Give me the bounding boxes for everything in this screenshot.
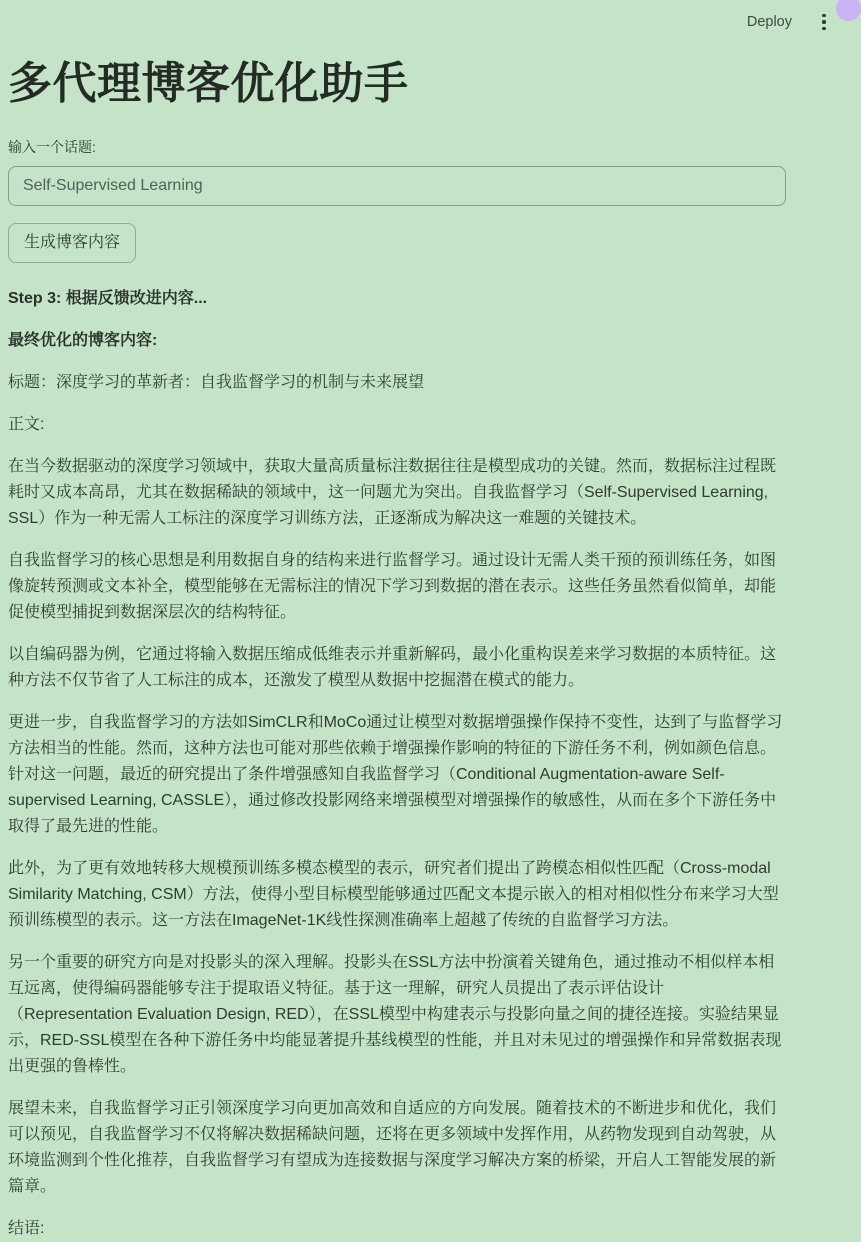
blog-paragraph: 此外，为了更有效地转移大规模预训练多模态模型的表示，研究者们提出了跨模态相似性匹配（Cross-modal Similarity Matching, CSM）方法，使得小型目标模型能够通过匹配文本提示嵌入的相对相似性分布来学习大型预训练模型的表示。这一方法在ImageNet-1K线性探测准确率上超越了传统的自监督学习方法。 [8, 860, 779, 930]
blog-paragraph: 自我监督学习的核心思想是利用数据自身的结构来进行监督学习。通过设计无需人类干预的预训练任务，如图像旋转预测或文本补全，模型能够在无需标注的情况下学习到数据的潜在表示。这些任务虽然看似简单，却能促使模型捕捉到数据深层次的结构特征。 [8, 552, 777, 622]
blog-paragraph: 以自编码器为例，它通过将输入数据压缩成低维表示并重新解码，最小化重构误差来学习数据的本质特征。这种方法不仅节省了人工标注的成本，还激发了模型从数据中挖掘潜在模式的能力。 [8, 646, 777, 690]
blog-body-label: 正文: [8, 416, 45, 434]
page-title: 多代理博客优化助手 [8, 59, 409, 108]
blog-output [8, 286, 786, 1242]
deploy-button[interactable]: Deploy [746, 14, 792, 30]
avatar[interactable] [836, 0, 861, 21]
main-content [0, 58, 850, 1242]
result-heading: 最终优化的博客内容: [8, 332, 158, 350]
blog-paragraph: 另一个重要的研究方向是对投影头的深入理解。投影头在SSL方法中扮演着关键角色，通过推动不相似样本相互远离，使得编码器能够专注于提取语义特征。基于这一理解，研究人员提出了表示评估设计（Representation Evaluation Design, RED），在SSL模型中构建表示与投影向量之间的捷径连接。实验结果显示，RED-SSL模型在各种下游任务中均能显著提升基线模型的性能，并且对未见过的增强操作和异常数据表现出更强的鲁棒性。 [8, 954, 782, 1076]
kebab-menu-icon[interactable] [810, 8, 838, 36]
generate-button[interactable]: 生成博客内容 [8, 223, 136, 263]
blog-closing-label: 结语: [8, 1220, 45, 1238]
app-header [0, 0, 850, 44]
topic-input[interactable] [8, 166, 786, 206]
step-status: Step 3: 根据反馈改进内容... [8, 290, 208, 308]
kebab-dot [822, 20, 826, 24]
kebab-dot [822, 27, 826, 31]
blog-paragraph: 在当今数据驱动的深度学习领域中，获取大量高质量标注数据往往是模型成功的关键。然而，数据标注过程既耗时又成本高昂，尤其在数据稀缺的领域中，这一问题尤为突出。自我监督学习（Self-Supervised Learning, SSL）作为一种无需人工标注的深度学习训练方法，正逐渐成为解决这一难题的关键技术。 [8, 458, 777, 528]
blog-title-line: 标题：深度学习的革新者：自我监督学习的机制与未来展望 [8, 374, 425, 392]
blog-paragraph: 展望未来，自我监督学习正引领深度学习向更加高效和自适应的方向发展。随着技术的不断进步和优化，我们可以预见，自我监督学习不仅将解决数据稀缺问题，还将在更多领域中发挥作用，从药物发现到自动驾驶，从环境监测到个性化推荐，自我监督学习有望成为连接数据与深度学习解决方案的桥梁，开启人工智能发展的新篇章。 [8, 1100, 777, 1196]
blog-paragraph: 更进一步，自我监督学习的方法如SimCLR和MoCo通过让模型对数据增强操作保持不变性，达到了与监督学习方法相当的性能。然而，这种方法也可能对那些依赖于增强操作影响的特征的下游任务不利，例如颜色信息。针对这一问题，最近的研究提出了条件增强感知自我监督学习（Conditional Augmentation-aware Self-supervised Learning, CASSLE），通过修改投影网络来增强模型对增强操作的敏感性，从而在多个下游任务中取得了最先进的性能。 [8, 714, 783, 836]
topic-label: 输入一个话题: [8, 138, 96, 155]
kebab-dot [822, 14, 826, 18]
